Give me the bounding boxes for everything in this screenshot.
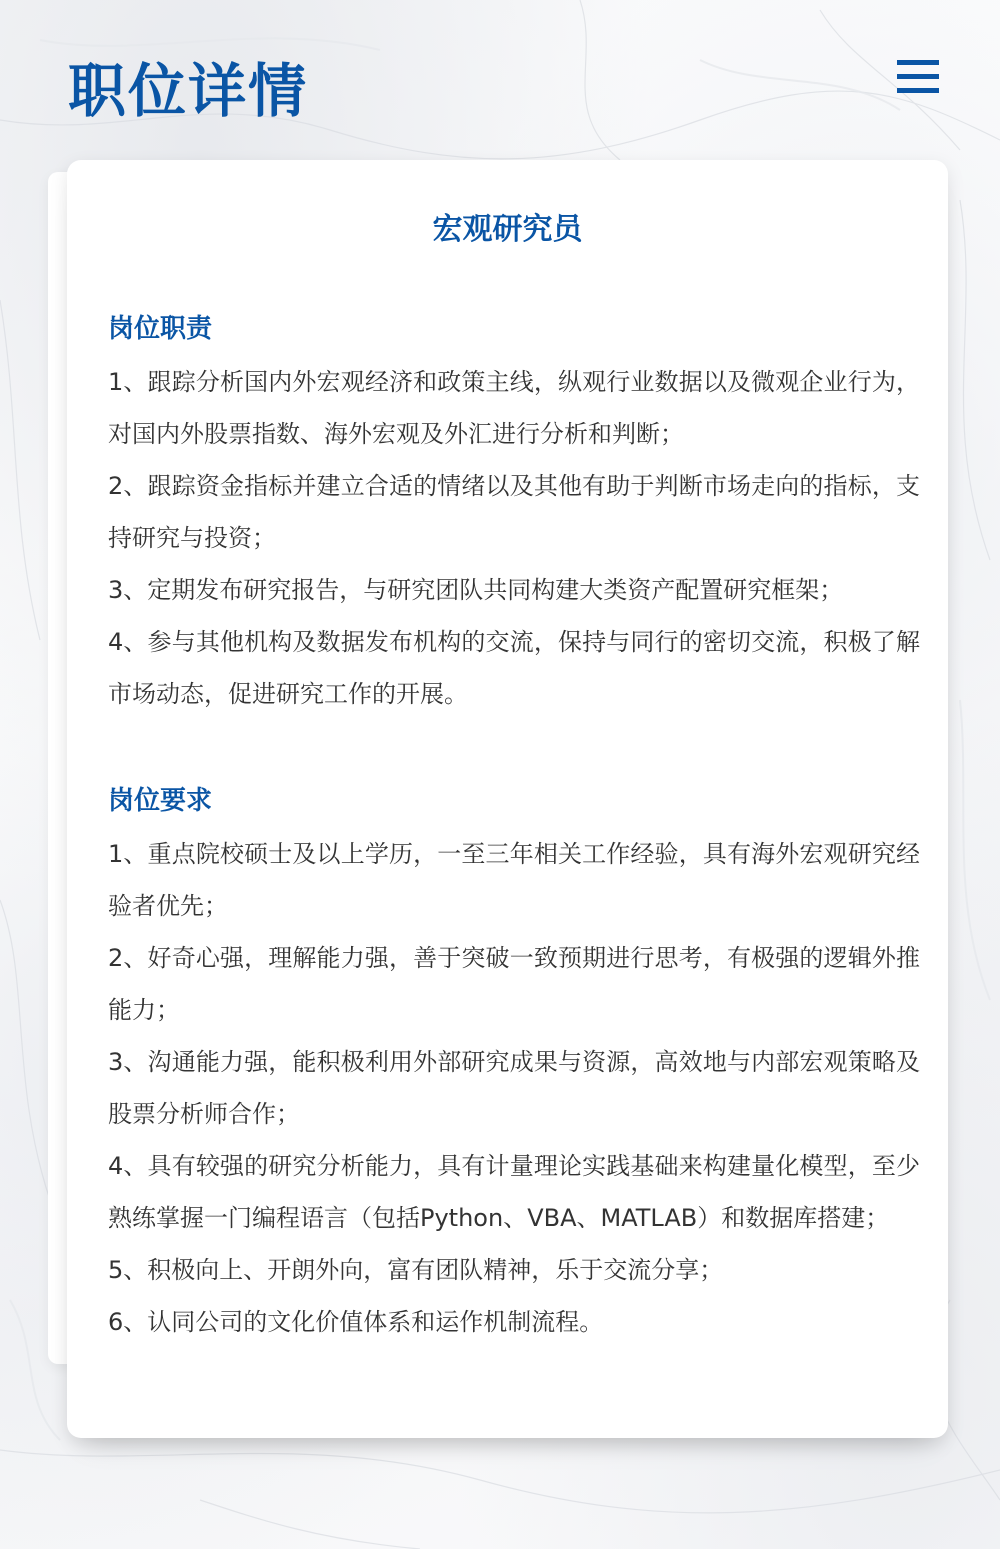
duty-item: 2、跟踪资金指标并建立合适的情绪以及其他有助于判断市场走向的指标，支持研究与投资；	[108, 472, 920, 552]
page-title: 职位详情	[68, 57, 309, 125]
menu-bar-bottom	[897, 88, 939, 93]
menu-bar-top	[897, 60, 939, 65]
requirement-item: 4、具有较强的研究分析能力，具有计量理论实践基础来构建量化模型，至少熟练掌握一门编程语言（包括Python、VBA、MATLAB）和数据库搭建；	[108, 1152, 920, 1232]
hamburger-menu-icon[interactable]	[897, 60, 939, 94]
duties-list	[108, 356, 920, 720]
requirement-item: 5、积极向上、开朗外向，富有团队精神，乐于交流分享；	[108, 1256, 724, 1284]
duties-heading: 岗位职责	[108, 314, 213, 344]
duty-item: 3、定期发布研究报告，与研究团队共同构建大类资产配置研究框架；	[108, 576, 844, 604]
duty-item: 1、跟踪分析国内外宏观经济和政策主线，纵观行业数据以及微观企业行为，对国内外股票指数、海外宏观及外汇进行分析和判断；	[108, 368, 920, 448]
requirement-item: 1、重点院校硕士及以上学历，一至三年相关工作经验，具有海外宏观研究经验者优先；	[108, 840, 920, 920]
requirements-list	[108, 828, 920, 1348]
requirements-heading: 岗位要求	[108, 786, 213, 816]
menu-bar-middle	[897, 74, 939, 79]
duty-item: 4、参与其他机构及数据发布机构的交流，保持与同行的密切交流，积极了解市场动态，促进研究工作的开展。	[108, 628, 920, 708]
requirement-item: 6、认同公司的文化价值体系和运作机制流程。	[108, 1308, 604, 1336]
requirement-item: 2、好奇心强，理解能力强，善于突破一致预期进行思考，有极强的逻辑外推能力；	[108, 944, 920, 1024]
job-detail-card	[67, 160, 948, 1438]
job-title: 宏观研究员	[432, 212, 583, 247]
requirement-item: 3、沟通能力强，能积极利用外部研究成果与资源，高效地与内部宏观策略及股票分析师合作；	[108, 1048, 920, 1128]
